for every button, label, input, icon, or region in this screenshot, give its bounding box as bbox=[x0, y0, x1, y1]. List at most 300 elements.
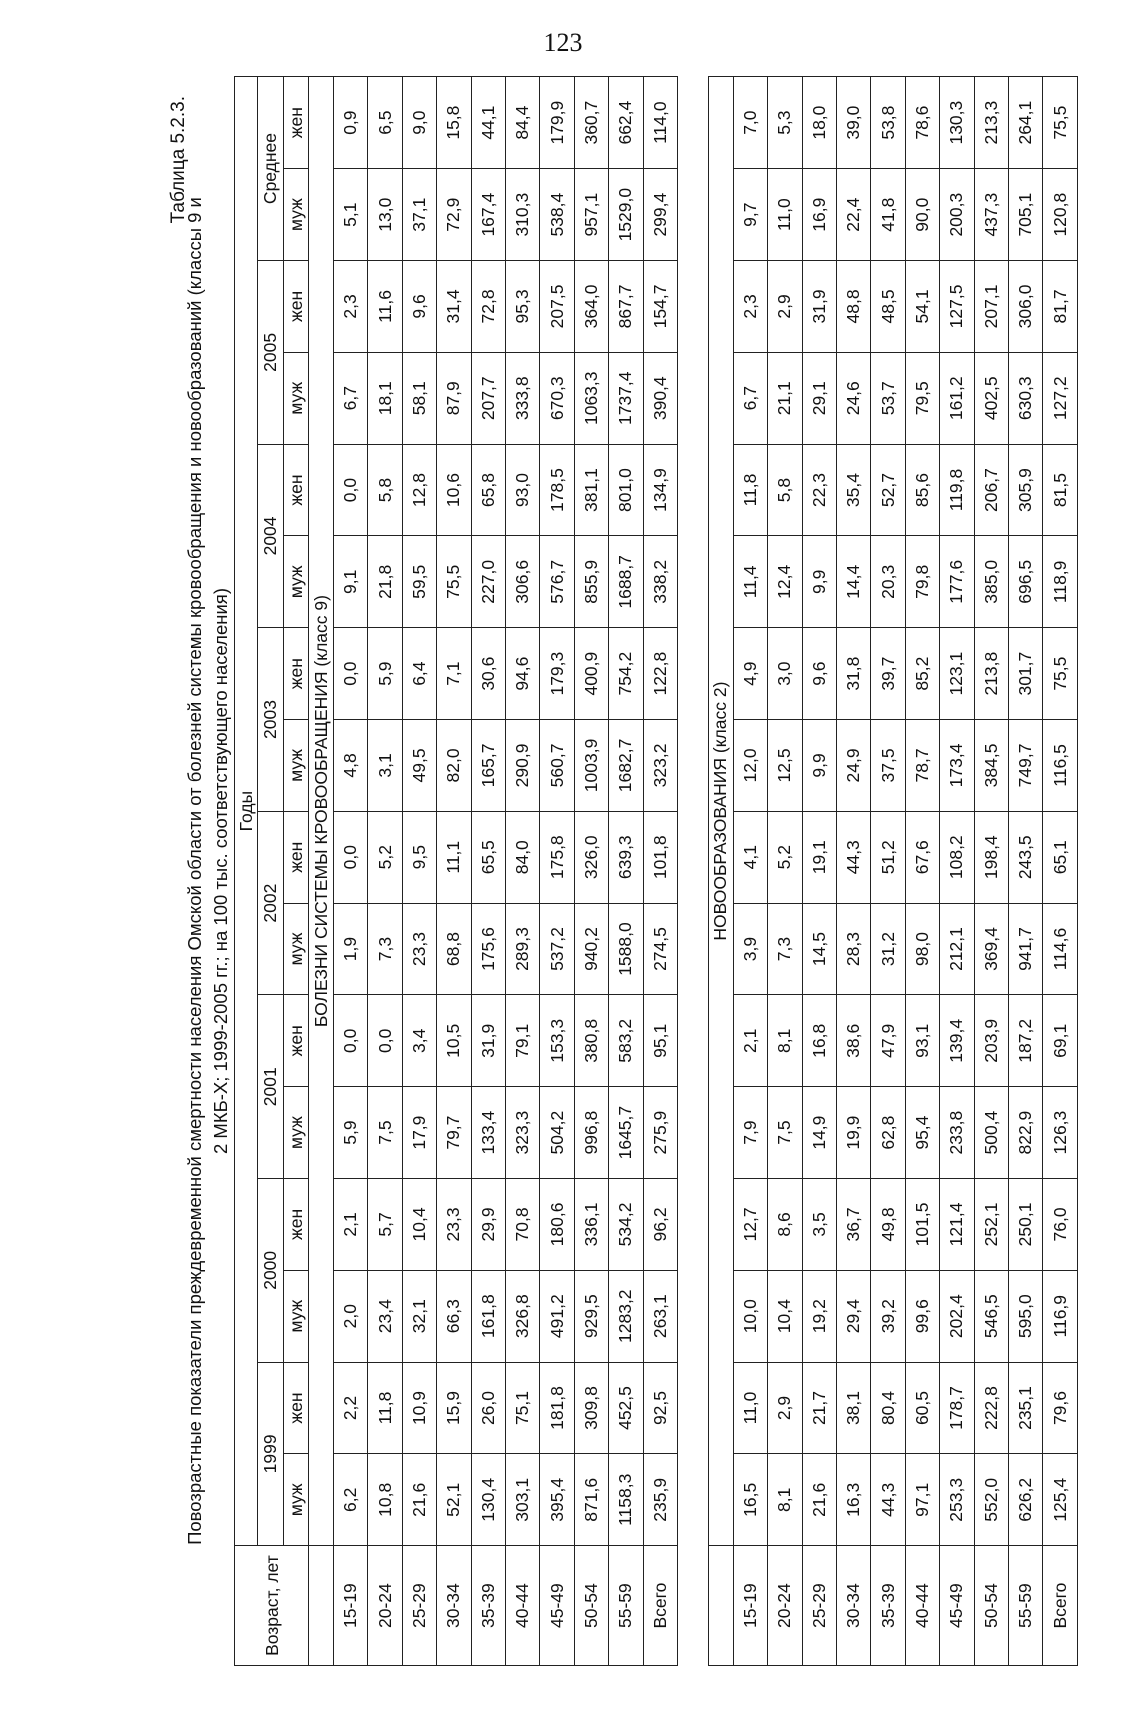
value-cell: 29,9 bbox=[471, 1179, 505, 1271]
value-cell: 630,3 bbox=[1009, 352, 1043, 444]
table-row bbox=[802, 77, 836, 1666]
value-cell: 12,7 bbox=[733, 1179, 767, 1271]
value-cell: 252,1 bbox=[974, 1179, 1008, 1271]
value-cell: 395,4 bbox=[540, 1454, 574, 1546]
value-cell: 32,1 bbox=[402, 1270, 436, 1362]
value-cell: 7,3 bbox=[768, 903, 802, 995]
age-cell: 20-24 bbox=[768, 1546, 802, 1666]
value-cell: 44,1 bbox=[471, 77, 505, 169]
age-cell: 45-49 bbox=[540, 1546, 574, 1666]
age-cell: 35-39 bbox=[471, 1546, 505, 1666]
male-header: муж bbox=[284, 903, 309, 995]
female-header: жен bbox=[284, 77, 309, 169]
value-cell: 7,9 bbox=[733, 1087, 767, 1179]
value-cell: 19,1 bbox=[802, 811, 836, 903]
value-cell: 47,9 bbox=[871, 995, 905, 1087]
value-cell: 7,3 bbox=[368, 903, 402, 995]
value-cell: 306,0 bbox=[1009, 261, 1043, 353]
value-cell: 31,2 bbox=[871, 903, 905, 995]
table-row bbox=[437, 77, 471, 1666]
value-cell: 116,9 bbox=[1043, 1270, 1077, 1362]
value-cell: 11,0 bbox=[768, 169, 802, 261]
value-cell: 72,9 bbox=[437, 169, 471, 261]
value-cell: 360,7 bbox=[574, 77, 608, 169]
value-cell: 58,1 bbox=[402, 352, 436, 444]
table-body bbox=[309, 77, 1078, 1666]
value-cell: 30,6 bbox=[471, 628, 505, 720]
value-cell: 253,3 bbox=[940, 1454, 974, 1546]
value-cell: 14,5 bbox=[802, 903, 836, 995]
value-cell: 85,6 bbox=[905, 444, 939, 536]
value-cell: 855,9 bbox=[574, 536, 608, 628]
value-cell: 31,9 bbox=[471, 995, 505, 1087]
value-cell: 94,6 bbox=[505, 628, 539, 720]
section-age-cell bbox=[309, 1546, 334, 1666]
table-row bbox=[974, 77, 1008, 1666]
value-cell: 48,5 bbox=[871, 261, 905, 353]
value-cell: 29,1 bbox=[802, 352, 836, 444]
year-header: 2003 bbox=[258, 628, 284, 812]
value-cell: 52,7 bbox=[871, 444, 905, 536]
section-gap bbox=[677, 77, 708, 1666]
value-cell: 79,8 bbox=[905, 536, 939, 628]
age-cell: 15-19 bbox=[334, 1546, 368, 1666]
value-cell: 369,4 bbox=[974, 903, 1008, 995]
value-cell: 326,8 bbox=[505, 1270, 539, 1362]
table-row bbox=[768, 77, 802, 1666]
value-cell: 180,6 bbox=[540, 1179, 574, 1271]
value-cell: 264,1 bbox=[1009, 77, 1043, 169]
value-cell: 1645,7 bbox=[609, 1087, 643, 1179]
value-cell: 101,5 bbox=[905, 1179, 939, 1271]
value-cell: 99,6 bbox=[905, 1270, 939, 1362]
value-cell: 120,8 bbox=[1043, 169, 1077, 261]
value-cell: 0,0 bbox=[334, 444, 368, 536]
table-row bbox=[940, 77, 974, 1666]
age-cell: 40-44 bbox=[505, 1546, 539, 1666]
value-cell: 303,1 bbox=[505, 1454, 539, 1546]
table-row bbox=[402, 77, 436, 1666]
age-cell: 30-34 bbox=[837, 1546, 871, 1666]
value-cell: 75,5 bbox=[1043, 628, 1077, 720]
age-cell: 15-19 bbox=[733, 1546, 767, 1666]
year-header: 1999 bbox=[258, 1362, 284, 1546]
value-cell: 364,0 bbox=[574, 261, 608, 353]
value-cell: 1158,3 bbox=[609, 1454, 643, 1546]
value-cell: 626,2 bbox=[1009, 1454, 1043, 1546]
value-cell: 274,5 bbox=[643, 903, 677, 995]
value-cell: 72,8 bbox=[471, 261, 505, 353]
value-cell: 11,0 bbox=[733, 1362, 767, 1454]
value-cell: 305,9 bbox=[1009, 444, 1043, 536]
value-cell: 1737,4 bbox=[609, 352, 643, 444]
table-row bbox=[505, 77, 539, 1666]
value-cell: 310,3 bbox=[505, 169, 539, 261]
value-cell: 11,8 bbox=[368, 1362, 402, 1454]
value-cell: 1283,2 bbox=[609, 1270, 643, 1362]
value-cell: 127,2 bbox=[1043, 352, 1077, 444]
value-cell: 243,5 bbox=[1009, 811, 1043, 903]
value-cell: 8,6 bbox=[768, 1179, 802, 1271]
value-cell: 207,5 bbox=[540, 261, 574, 353]
table-row bbox=[1043, 77, 1077, 1666]
value-cell: 29,4 bbox=[837, 1270, 871, 1362]
value-cell: 10,5 bbox=[437, 995, 471, 1087]
value-cell: 1688,7 bbox=[609, 536, 643, 628]
value-cell: 381,1 bbox=[574, 444, 608, 536]
value-cell: 11,6 bbox=[368, 261, 402, 353]
value-cell: 78,7 bbox=[905, 720, 939, 812]
table-row bbox=[540, 77, 574, 1666]
value-cell: 5,3 bbox=[768, 77, 802, 169]
value-cell: 336,1 bbox=[574, 1179, 608, 1271]
female-header: жен bbox=[284, 628, 309, 720]
value-cell: 2,1 bbox=[334, 1179, 368, 1271]
value-cell: 10,8 bbox=[368, 1454, 402, 1546]
value-cell: 749,7 bbox=[1009, 720, 1043, 812]
value-cell: 68,8 bbox=[437, 903, 471, 995]
table-row bbox=[871, 77, 905, 1666]
value-cell: 54,1 bbox=[905, 261, 939, 353]
value-cell: 23,4 bbox=[368, 1270, 402, 1362]
value-cell: 161,2 bbox=[940, 352, 974, 444]
value-cell: 2,3 bbox=[733, 261, 767, 353]
value-cell: 108,2 bbox=[940, 811, 974, 903]
value-cell: 200,3 bbox=[940, 169, 974, 261]
value-cell: 118,9 bbox=[1043, 536, 1077, 628]
value-cell: 181,8 bbox=[540, 1362, 574, 1454]
value-cell: 22,4 bbox=[837, 169, 871, 261]
value-cell: 36,7 bbox=[837, 1179, 871, 1271]
value-cell: 871,6 bbox=[574, 1454, 608, 1546]
value-cell: 65,1 bbox=[1043, 811, 1077, 903]
value-cell: 53,7 bbox=[871, 352, 905, 444]
value-cell: 125,4 bbox=[1043, 1454, 1077, 1546]
value-cell: 1588,0 bbox=[609, 903, 643, 995]
value-cell: 275,9 bbox=[643, 1087, 677, 1179]
value-cell: 22,3 bbox=[802, 444, 836, 536]
value-cell: 21,7 bbox=[802, 1362, 836, 1454]
year-header: 2005 bbox=[258, 261, 284, 445]
value-cell: 19,2 bbox=[802, 1270, 836, 1362]
value-cell: 175,6 bbox=[471, 903, 505, 995]
value-cell: 957,1 bbox=[574, 169, 608, 261]
value-cell: 14,9 bbox=[802, 1087, 836, 1179]
table-header bbox=[235, 77, 309, 1666]
value-cell: 26,0 bbox=[471, 1362, 505, 1454]
value-cell: 38,1 bbox=[837, 1362, 871, 1454]
mortality-table bbox=[234, 76, 1078, 1666]
table-row bbox=[905, 77, 939, 1666]
value-cell: 75,5 bbox=[1043, 77, 1077, 169]
value-cell: 84,4 bbox=[505, 77, 539, 169]
value-cell: 119,8 bbox=[940, 444, 974, 536]
section-age-cell bbox=[708, 1546, 733, 1666]
value-cell: 44,3 bbox=[871, 1454, 905, 1546]
value-cell: 8,1 bbox=[768, 1454, 802, 1546]
value-cell: 52,1 bbox=[437, 1454, 471, 1546]
value-cell: 21,8 bbox=[368, 536, 402, 628]
value-cell: 9,1 bbox=[334, 536, 368, 628]
value-cell: 35,4 bbox=[837, 444, 871, 536]
value-cell: 173,4 bbox=[940, 720, 974, 812]
table-row bbox=[574, 77, 608, 1666]
section-title: НОВООБРАЗОВАНИЯ (класс 2) bbox=[708, 77, 733, 1546]
value-cell: 6,5 bbox=[368, 77, 402, 169]
value-cell: 213,8 bbox=[974, 628, 1008, 720]
value-cell: 67,6 bbox=[905, 811, 939, 903]
value-cell: 801,0 bbox=[609, 444, 643, 536]
male-header: муж bbox=[284, 169, 309, 261]
value-cell: 37,1 bbox=[402, 169, 436, 261]
value-cell: 583,2 bbox=[609, 995, 643, 1087]
value-cell: 31,4 bbox=[437, 261, 471, 353]
value-cell: 0,9 bbox=[334, 77, 368, 169]
female-header: жен bbox=[284, 995, 309, 1087]
value-cell: 23,3 bbox=[402, 903, 436, 995]
value-cell: 9,5 bbox=[402, 811, 436, 903]
value-cell: 227,0 bbox=[471, 536, 505, 628]
male-header: муж bbox=[284, 720, 309, 812]
value-cell: 203,9 bbox=[974, 995, 1008, 1087]
value-cell: 179,9 bbox=[540, 77, 574, 169]
value-cell: 6,2 bbox=[334, 1454, 368, 1546]
value-cell: 139,4 bbox=[940, 995, 974, 1087]
rotated-table-block bbox=[168, 76, 1070, 1666]
value-cell: 161,8 bbox=[471, 1270, 505, 1362]
value-cell: 0,0 bbox=[334, 811, 368, 903]
value-cell: 75,1 bbox=[505, 1362, 539, 1454]
value-cell: 2,0 bbox=[334, 1270, 368, 1362]
value-cell: 233,8 bbox=[940, 1087, 974, 1179]
value-cell: 93,0 bbox=[505, 444, 539, 536]
value-cell: 941,7 bbox=[1009, 903, 1043, 995]
value-cell: 9,6 bbox=[802, 628, 836, 720]
female-header: жен bbox=[284, 811, 309, 903]
value-cell: 121,4 bbox=[940, 1179, 974, 1271]
value-cell: 552,0 bbox=[974, 1454, 1008, 1546]
age-cell: 40-44 bbox=[905, 1546, 939, 1666]
value-cell: 2,9 bbox=[768, 1362, 802, 1454]
value-cell: 79,6 bbox=[1043, 1362, 1077, 1454]
year-header: 2001 bbox=[258, 995, 284, 1179]
value-cell: 560,7 bbox=[540, 720, 574, 812]
value-cell: 0,0 bbox=[334, 628, 368, 720]
value-cell: 114,0 bbox=[643, 77, 677, 169]
value-cell: 222,8 bbox=[974, 1362, 1008, 1454]
value-cell: 12,5 bbox=[768, 720, 802, 812]
value-cell: 31,9 bbox=[802, 261, 836, 353]
value-cell: 116,5 bbox=[1043, 720, 1077, 812]
value-cell: 235,1 bbox=[1009, 1362, 1043, 1454]
table-row bbox=[643, 77, 677, 1666]
value-cell: 81,5 bbox=[1043, 444, 1077, 536]
year-header: Среднее bbox=[258, 77, 284, 261]
year-header: 2004 bbox=[258, 444, 284, 628]
value-cell: 133,4 bbox=[471, 1087, 505, 1179]
value-cell: 4,8 bbox=[334, 720, 368, 812]
value-cell: 5,2 bbox=[368, 811, 402, 903]
section-title: БОЛЕЗНИ СИСТЕМЫ КРОВООБРАЩЕНИЯ (класс 9) bbox=[309, 77, 334, 1546]
value-cell: 7,5 bbox=[368, 1087, 402, 1179]
value-cell: 1003,9 bbox=[574, 720, 608, 812]
value-cell: 538,4 bbox=[540, 169, 574, 261]
value-cell: 79,5 bbox=[905, 352, 939, 444]
age-cell: Всего bbox=[643, 1546, 677, 1666]
value-cell: 5,8 bbox=[368, 444, 402, 536]
age-cell: 50-54 bbox=[974, 1546, 1008, 1666]
value-cell: 23,3 bbox=[437, 1179, 471, 1271]
value-cell: 696,5 bbox=[1009, 536, 1043, 628]
value-cell: 323,2 bbox=[643, 720, 677, 812]
table-row bbox=[471, 77, 505, 1666]
value-cell: 70,8 bbox=[505, 1179, 539, 1271]
value-cell: 9,9 bbox=[802, 536, 836, 628]
value-cell: 198,4 bbox=[974, 811, 1008, 903]
value-cell: 2,9 bbox=[768, 261, 802, 353]
value-cell: 49,8 bbox=[871, 1179, 905, 1271]
value-cell: 6,7 bbox=[733, 352, 767, 444]
age-cell: Всего bbox=[1043, 1546, 1077, 1666]
value-cell: 576,7 bbox=[540, 536, 574, 628]
male-header: муж bbox=[284, 1454, 309, 1546]
value-cell: 11,4 bbox=[733, 536, 767, 628]
value-cell: 21,6 bbox=[802, 1454, 836, 1546]
value-cell: 0,0 bbox=[334, 995, 368, 1087]
page-number: 123 bbox=[543, 28, 583, 57]
value-cell: 3,0 bbox=[768, 628, 802, 720]
value-cell: 48,8 bbox=[837, 261, 871, 353]
value-cell: 92,5 bbox=[643, 1362, 677, 1454]
value-cell: 326,0 bbox=[574, 811, 608, 903]
value-cell: 93,1 bbox=[905, 995, 939, 1087]
value-cell: 18,1 bbox=[368, 352, 402, 444]
value-cell: 24,6 bbox=[837, 352, 871, 444]
value-cell: 81,7 bbox=[1043, 261, 1077, 353]
table-row bbox=[609, 77, 643, 1666]
value-cell: 4,1 bbox=[733, 811, 767, 903]
value-cell: 15,9 bbox=[437, 1362, 471, 1454]
value-cell: 62,8 bbox=[871, 1087, 905, 1179]
value-cell: 12,0 bbox=[733, 720, 767, 812]
value-cell: 5,1 bbox=[334, 169, 368, 261]
value-cell: 95,4 bbox=[905, 1087, 939, 1179]
value-cell: 80,4 bbox=[871, 1362, 905, 1454]
table-number: Таблица 5.2.3. bbox=[168, 96, 189, 224]
value-cell: 177,6 bbox=[940, 536, 974, 628]
value-cell: 2,3 bbox=[334, 261, 368, 353]
value-cell: 76,0 bbox=[1043, 1179, 1077, 1271]
age-cell: 30-34 bbox=[437, 1546, 471, 1666]
value-cell: 59,5 bbox=[402, 536, 436, 628]
male-header: муж bbox=[284, 1270, 309, 1362]
value-cell: 400,9 bbox=[574, 628, 608, 720]
female-header: жен bbox=[284, 1362, 309, 1454]
value-cell: 1529,0 bbox=[609, 169, 643, 261]
value-cell: 53,8 bbox=[871, 77, 905, 169]
value-cell: 10,4 bbox=[402, 1179, 436, 1271]
value-cell: 6,4 bbox=[402, 628, 436, 720]
value-cell: 165,7 bbox=[471, 720, 505, 812]
value-cell: 95,3 bbox=[505, 261, 539, 353]
value-cell: 504,2 bbox=[540, 1087, 574, 1179]
value-cell: 39,0 bbox=[837, 77, 871, 169]
value-cell: 178,7 bbox=[940, 1362, 974, 1454]
value-cell: 333,8 bbox=[505, 352, 539, 444]
value-cell: 206,7 bbox=[974, 444, 1008, 536]
value-cell: 250,1 bbox=[1009, 1179, 1043, 1271]
value-cell: 84,0 bbox=[505, 811, 539, 903]
value-cell: 187,2 bbox=[1009, 995, 1043, 1087]
value-cell: 670,3 bbox=[540, 352, 574, 444]
value-cell: 929,5 bbox=[574, 1270, 608, 1362]
value-cell: 154,7 bbox=[643, 261, 677, 353]
age-cell: 35-39 bbox=[871, 1546, 905, 1666]
value-cell: 96,2 bbox=[643, 1179, 677, 1271]
value-cell: 175,8 bbox=[540, 811, 574, 903]
value-cell: 10,0 bbox=[733, 1270, 767, 1362]
value-cell: 95,1 bbox=[643, 995, 677, 1087]
value-cell: 10,4 bbox=[768, 1270, 802, 1362]
female-header: жен bbox=[284, 444, 309, 536]
value-cell: 3,9 bbox=[733, 903, 767, 995]
value-cell: 390,4 bbox=[643, 352, 677, 444]
value-cell: 705,1 bbox=[1009, 169, 1043, 261]
value-cell: 87,9 bbox=[437, 352, 471, 444]
age-cell: 50-54 bbox=[574, 1546, 608, 1666]
value-cell: 15,8 bbox=[437, 77, 471, 169]
value-cell: 0,0 bbox=[368, 995, 402, 1087]
value-cell: 384,5 bbox=[974, 720, 1008, 812]
value-cell: 235,9 bbox=[643, 1454, 677, 1546]
value-cell: 3,4 bbox=[402, 995, 436, 1087]
value-cell: 82,0 bbox=[437, 720, 471, 812]
value-cell: 299,4 bbox=[643, 169, 677, 261]
value-cell: 39,7 bbox=[871, 628, 905, 720]
value-cell: 12,8 bbox=[402, 444, 436, 536]
value-cell: 662,4 bbox=[609, 77, 643, 169]
value-cell: 940,2 bbox=[574, 903, 608, 995]
value-cell: 11,8 bbox=[733, 444, 767, 536]
value-cell: 301,7 bbox=[1009, 628, 1043, 720]
value-cell: 65,8 bbox=[471, 444, 505, 536]
value-cell: 39,2 bbox=[871, 1270, 905, 1362]
value-cell: 8,1 bbox=[768, 995, 802, 1087]
value-cell: 639,3 bbox=[609, 811, 643, 903]
value-cell: 6,7 bbox=[334, 352, 368, 444]
value-cell: 213,3 bbox=[974, 77, 1008, 169]
value-cell: 7,5 bbox=[768, 1087, 802, 1179]
value-cell: 9,9 bbox=[802, 720, 836, 812]
years-header: Годы bbox=[235, 77, 258, 1546]
value-cell: 385,0 bbox=[974, 536, 1008, 628]
value-cell: 822,9 bbox=[1009, 1087, 1043, 1179]
value-cell: 207,7 bbox=[471, 352, 505, 444]
value-cell: 5,9 bbox=[334, 1087, 368, 1179]
value-cell: 290,9 bbox=[505, 720, 539, 812]
value-cell: 867,7 bbox=[609, 261, 643, 353]
value-cell: 79,7 bbox=[437, 1087, 471, 1179]
caption-line-1: Повозрастные показатели преждевременной смертности населения Омской области от болезней системы кровообращения и новообразований (классы 9 и bbox=[184, 197, 205, 1545]
value-cell: 21,1 bbox=[768, 352, 802, 444]
age-cell: 20-24 bbox=[368, 1546, 402, 1666]
male-header: муж bbox=[284, 352, 309, 444]
value-cell: 202,4 bbox=[940, 1270, 974, 1362]
value-cell: 500,4 bbox=[974, 1087, 1008, 1179]
year-header: 2002 bbox=[258, 811, 284, 995]
value-cell: 69,1 bbox=[1043, 995, 1077, 1087]
value-cell: 66,3 bbox=[437, 1270, 471, 1362]
